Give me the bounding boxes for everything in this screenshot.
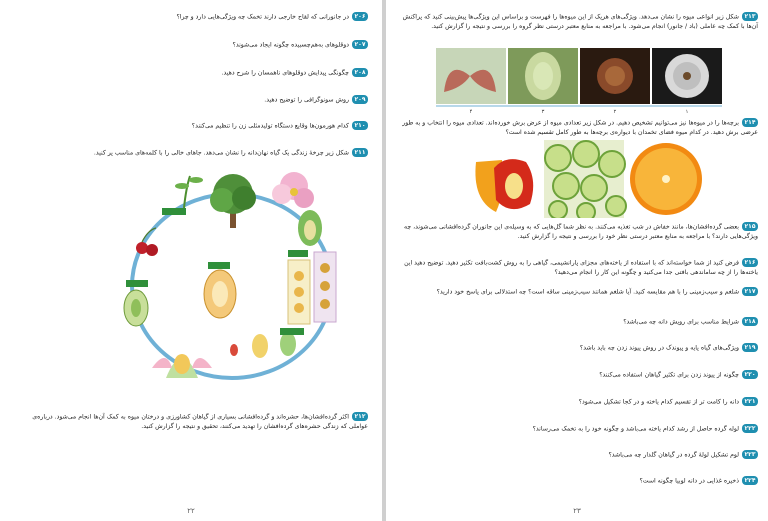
page-number: ۲۲ [187, 507, 195, 515]
fruit-label: ۲ [613, 109, 617, 114]
question-220 [398, 370, 758, 380]
question-number: ۲۰۸ [352, 68, 368, 77]
question-number: ۲۱۱ [352, 148, 368, 157]
left-page [0, 0, 382, 521]
question-text: لوله گرده حاصل از رشد کدام یاخته می‌باشد و چگونه خود را به تخمک می‌رساند؟ [532, 425, 739, 433]
question-215 [398, 222, 758, 242]
fruit-label: ۳ [541, 109, 545, 114]
blank-label-box [162, 208, 186, 215]
burdock-fruit-image [580, 48, 650, 104]
question-207 [18, 40, 368, 50]
question-text: دانه را کامت تر از تقسیم کدام یاخته و در کجا تشکیل می‌شود؟ [578, 398, 739, 406]
question-216 [398, 258, 758, 278]
question-217 [398, 287, 758, 297]
question-text: شرایط مناسب برای رویش دانه چه می‌باشد؟ [623, 318, 739, 326]
question-text: ویژگی‌های گیاه پایه و پیوندک در روش پیوند زدن چه باید باشد؟ [579, 344, 739, 352]
blank-label-box [126, 280, 148, 287]
question-209 [18, 95, 368, 105]
question-number: ۲۱۹ [742, 343, 758, 352]
maple-samara-image [436, 48, 506, 104]
question-text: بعضی گرده‌افشان‌ها، مانند خفاش در شب تغذیه می‌کنند. به نظر شما گل‌هایی که به وسیله‌ی این جانوران گرده‌افشانی می‌شوند، چه ویژگی‌هایی دارند؟ با مراجعه به منابع معتبر درستی نظر خود را بررسی و نتیجه را گزارش کنید. [404, 223, 758, 240]
question-221 [398, 397, 758, 407]
flower-icon [272, 172, 314, 208]
question-text: برچه‌ها را در میوه‌ها نیز می‌توانیم تشخیص دهیم. در شکل زیر تعدادی میوه از عرض برش خورده‌اند. تعدادی میوه را انتخاب و به طور عرضی برش دهید. در کدام میوه فضای تخمدان با دیواره‌ی برچه‌ها به طور کامل تقسیم شده است؟ [402, 119, 758, 136]
right-page [386, 0, 768, 521]
question-number: ۲۱۳ [742, 12, 758, 21]
spiky-fruit-image [508, 48, 578, 104]
question-number: ۲۰۶ [352, 12, 368, 21]
question-text: شلغم و سیب‌زمینی را با هم مقایسه کنید. آیا شلغم همانند سیب‌زمینی ساقه است؟ چه استدلالی برای پاسخ خود دارید؟ [436, 288, 739, 296]
blank-label-box [208, 262, 230, 269]
question-text: شکل زیر انواعی میوه را نشان می‌دهد. ویژگی‌های هریک از این میوه‌ها را فهرست و براساس این ویژگی‌ها پیش‌بینی کنید که پراکنش آن‌ها با کمک چه عاملی (باد / جانور) انجام می‌شود. با مراجعه به منابع معتبر درستی نظر گروه را بررسی و نتیجه را گزارش کنید. [402, 13, 758, 30]
dandelion-fruit-image [652, 48, 722, 104]
question-number: ۲۱۰ [352, 121, 368, 130]
question-text: لوم تشکیل لولهٔ گرده در گیاهان گلدار چه می‌باشد؟ [608, 451, 739, 459]
question-text: روش سونوگرافی را توضیح دهید. [264, 96, 349, 104]
question-214 [398, 118, 758, 138]
question-223 [398, 450, 758, 460]
question-number: ۲۰۹ [352, 95, 368, 104]
fruit-label: ۱ [685, 109, 689, 114]
question-text: چگونگی پیدایش دوقلوهای ناهمسان را شرح دهید. [221, 69, 349, 77]
question-number: ۲۱۶ [742, 258, 758, 267]
blank-label-box [280, 328, 304, 335]
question-text: اکثر گرده‌افشان‌ها، حشره‌اند و گرده‌افشانی بسیاری از گیاهان کشاورزی و درختان میوه به کمک آن‌ها انجام می‌شود. درباره‌ی عواملی که زندگی حشره‌های گرده‌افشان را تهدید می‌کنند، تحقیق و نتیجه را گزارش کنید. [32, 413, 368, 430]
question-212 [18, 412, 368, 432]
question-218 [398, 317, 758, 327]
plant-life-cycle-diagram [112, 168, 352, 398]
question-219 [398, 343, 758, 353]
question-number: ۲۲۰ [742, 370, 758, 379]
question-number: ۲۱۸ [742, 317, 758, 326]
cucumber-image [544, 140, 626, 218]
question-213 [398, 12, 758, 32]
question-208 [18, 68, 368, 78]
question-number: ۲۰۷ [352, 40, 368, 49]
bell-pepper-image [475, 159, 533, 212]
page-number: ۲۳ [573, 507, 581, 515]
question-text: دوقلوهای به‌هم‌چسبیده چگونه ایجاد می‌شوند؟ [232, 41, 349, 49]
question-text: فرض کنید از شما خواسته‌اند که با استفاده از یاخته‌های مجزای پارانشیمی، گیاهی را به روش کشت‌بافت تکثیر دهید. توضیح دهید این یاخته‌ها را از چه ساماندهی بافتی جدا می‌کنید و چگونه این کار را انجام می‌دهید؟ [404, 259, 758, 276]
fruit-label: ۴ [469, 109, 473, 114]
seed-icon [124, 290, 148, 326]
question-number: ۲۲۴ [742, 476, 758, 485]
question-number: ۲۲۳ [742, 450, 758, 459]
question-number: ۲۱۷ [742, 287, 758, 296]
orange-slice-image [630, 143, 702, 215]
question-text: کدام هورمون‌ها وقایع دستگاه تولیدمثلی زن را تنظیم می‌کنند؟ [191, 122, 349, 130]
pollen-tube-icon [230, 332, 296, 358]
question-text: در جانورانی که لقاح خارجی دارند تخمک چه ویژگی‌هایی دارد و چرا؟ [176, 13, 349, 21]
ovary-section-icon [298, 210, 322, 246]
fruit-images-row [434, 48, 724, 114]
question-number: ۲۱۲ [352, 412, 368, 421]
question-number: ۲۲۱ [742, 397, 758, 406]
question-211 [18, 148, 368, 158]
blank-label-box [288, 250, 308, 257]
question-206 [18, 12, 368, 22]
pollen-stages-panel [288, 252, 336, 324]
question-number: ۲۲۲ [742, 424, 758, 433]
question-224 [398, 476, 758, 486]
question-number: ۲۱۵ [742, 222, 758, 231]
embryo-sac-icon [204, 270, 236, 318]
question-text: ذخیره غذایی در دانه لوبیا چگونه است؟ [639, 477, 739, 485]
question-number: ۲۱۴ [742, 118, 758, 127]
question-text: چگونه از پیوند زدن برای تکثیر گیاهان استفاده می‌کنند؟ [599, 371, 739, 379]
tree-icon [210, 174, 256, 228]
cut-fruits-image [466, 140, 706, 218]
question-210 [18, 121, 368, 131]
cherry-fruit-icon [136, 228, 158, 256]
question-222 [398, 424, 758, 434]
question-text: شکل زیر چرخهٔ زندگی یک گیاه نهان‌دانه را نشان می‌دهد. جاهای خالی را با کلمه‌های مناسب پر کنید. [93, 149, 349, 157]
